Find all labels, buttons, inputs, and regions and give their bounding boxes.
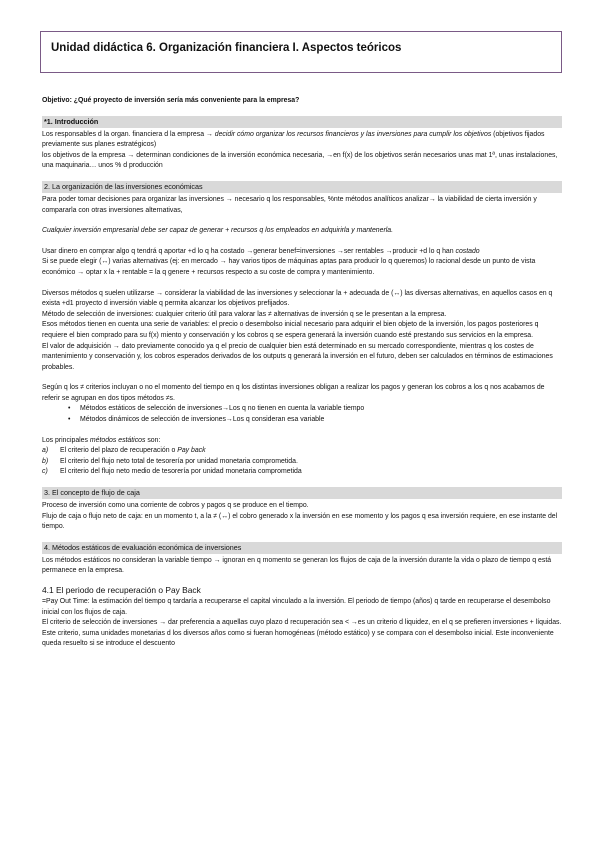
section-3-header: 3. El concepto de flujo de caja <box>42 487 562 499</box>
section-2-paragraph-6: Método de selección de inversiones: cualquier criterio útil para valorar las ≠ alternativas de inversión q se le presentan a la empresa. <box>42 310 447 318</box>
section-2-paragraph-9: Según q los ≠ criterios incluyan o no el momento del tiempo en q los distintas inversiones obligan a realizar los pagos y generan los cobros a los q nos acabamos de referir se agrupan en dos tipos métodos ≠s. <box>42 384 545 402</box>
methods-bullet-list <box>42 404 562 425</box>
list-item: • Métodos estáticos de selección de inversiones→Los q no tienen en cuenta la variable tiempo <box>80 404 562 415</box>
objective-line: Objetivo: ¿Qué proyecto de inversión sería más conveniente para la empresa? <box>42 97 300 104</box>
list-item: b) El criterio del flujo neto total de tesorería por unidad monetaria comprometida. <box>42 457 298 465</box>
section-2-paragraph-5: Diversos métodos q suelen utilizarse → considerar la viabilidad de las inversiones y seleccionar la + adecuada de (↔) las diversas alternativas, en aquellos casos en q exista +d1 proyecto d inversión viable q permita alcanzar los objetivos prefijados. <box>42 289 553 308</box>
section-3-paragraph-1: Proceso de inversión como una corriente de cobros y pagos q se produce en el tiempo. <box>42 502 309 510</box>
section-1-header: *1. Introducción <box>42 116 562 128</box>
section-2-paragraph-4: Si se puede elegir (↔) varias alternativas (ej: en mercado → hay varios tipos de máquinas aptas para producir lo q queremos) lo racional desde un punto de vista económico → optar x la + rentable = la q genere + recursos respecto a su coste de compra y mantenimiento. <box>42 258 536 276</box>
title-box <box>40 31 562 73</box>
section-2-paragraph-1: Para poder tomar decisiones para organizar las inversiones → necesario q los responsables, %nte métodos analíticos analizar→ la viabilidad de cierta inversión y compararla con otras inversiones alternativas, <box>42 195 537 214</box>
section-2-paragraph-8: El valor de adquisición → dato previamente conocido ya q el precio de cualquier bien está determinado en su mercado correspondiente, mientras q los costes de mantenimiento y conservación y, los cobros esperados derivados de los outputs q generará la inversión en el futuro, deben ser calculados en términos de estimaciones probables. <box>42 342 553 371</box>
list-item: c) El criterio del flujo neto medio de tesorería por unidad monetaria comprometida <box>42 468 302 476</box>
section-1-paragraph-1: Los responsables d la organ. financiera d la empresa → decidir cómo organizar los recursos financieros y las inversiones para cumplir los objetivos (objetivos fijados previamente sus planes estratégicos) <box>42 130 545 149</box>
principal-methods-intro: Los principales métodos estáticos son: <box>42 436 161 444</box>
section-4-paragraph-4: Este criterio, suma unidades monetarias d los diversos años como si fueran homogéneas (método estático) y se compara con el desembolso inicial. Este inconveniente queda resuelto si se introduce el descuento <box>42 629 554 648</box>
list-item: • Métodos dinámicos de selección de inversiones→Los q consideran esa variable <box>80 415 562 426</box>
section-4-paragraph-1: Los métodos estáticos no consideran la variable tiempo → ignoran en q momento se generan los flujos de caja de la inversión durante la vida o plazo de tiempo q está permanece en la empresa. <box>42 556 552 575</box>
section-4-paragraph-2: =Pay Out Time: la estimación del tiempo q tardaría a recuperarse el capital vinculado a la inversión. El periodo de tiempo (años) q tarde en recuperarse el desembolso inicial con los flujos de caja. <box>42 598 551 616</box>
static-methods-list <box>42 446 562 478</box>
section-2-paragraph-7: Esos métodos tienen en cuenta una serie de variables: el precio o desembolso inicial necesario para adquirir el bien objeto de la inversión, los pagos posteriores q requiere el bien comprado para su f(x) miento y conservación y los cobros q se espera generará la inversión cuando esté prestando sus servicios en la empresa. <box>42 321 539 339</box>
section-3-paragraph-2: Flujo de caja o flujo neto de caja: en un momento t, a la ≠ (↔) el cobro generado x la inversión en ese momento y los pagos q esa inversión requiere, en ese instante del tiempo. <box>42 512 558 531</box>
subsection-4-1-heading: 4.1 El periodo de recuperación o Pay Back <box>42 585 201 595</box>
section-2-paragraph-2: Cualquier inversión empresarial debe ser capaz de generar + recursos q los empleados en adquirirla y mantenerla. <box>42 227 394 235</box>
section-2-header: 2. La organización de las inversiones económicas <box>42 181 562 193</box>
section-4-header: 4. Métodos estáticos de evaluación económica de inversiones <box>42 542 562 554</box>
list-item: a) El criterio del plazo de recuperación o Pay back <box>42 447 206 455</box>
document-title: Unidad didáctica 6. Organización financiera I. Aspectos teóricos <box>51 42 402 54</box>
section-4-paragraph-3: El criterio de selección de inversiones → dar preferencia a aquellas cuyo plazo d recuperación sea < →es un criterio d liquidez, en el q se prefieren inversiones + líquidas. <box>42 619 562 627</box>
section-1-paragraph-2: los objetivos de la empresa → determinan condiciones de la inversión económica necesaria, →en f(x) de los objetivos serán necesarios unas mat 1ª, unas instalaciones, una maquinaria… unos % d producción <box>42 151 558 170</box>
section-2-paragraph-3: Usar dinero en comprar algo q tendrá q aportar +d lo q ha costado →generar benef=inversiones →ser rentables →producir +d lo q han costado <box>42 247 480 255</box>
document-body <box>42 96 562 650</box>
